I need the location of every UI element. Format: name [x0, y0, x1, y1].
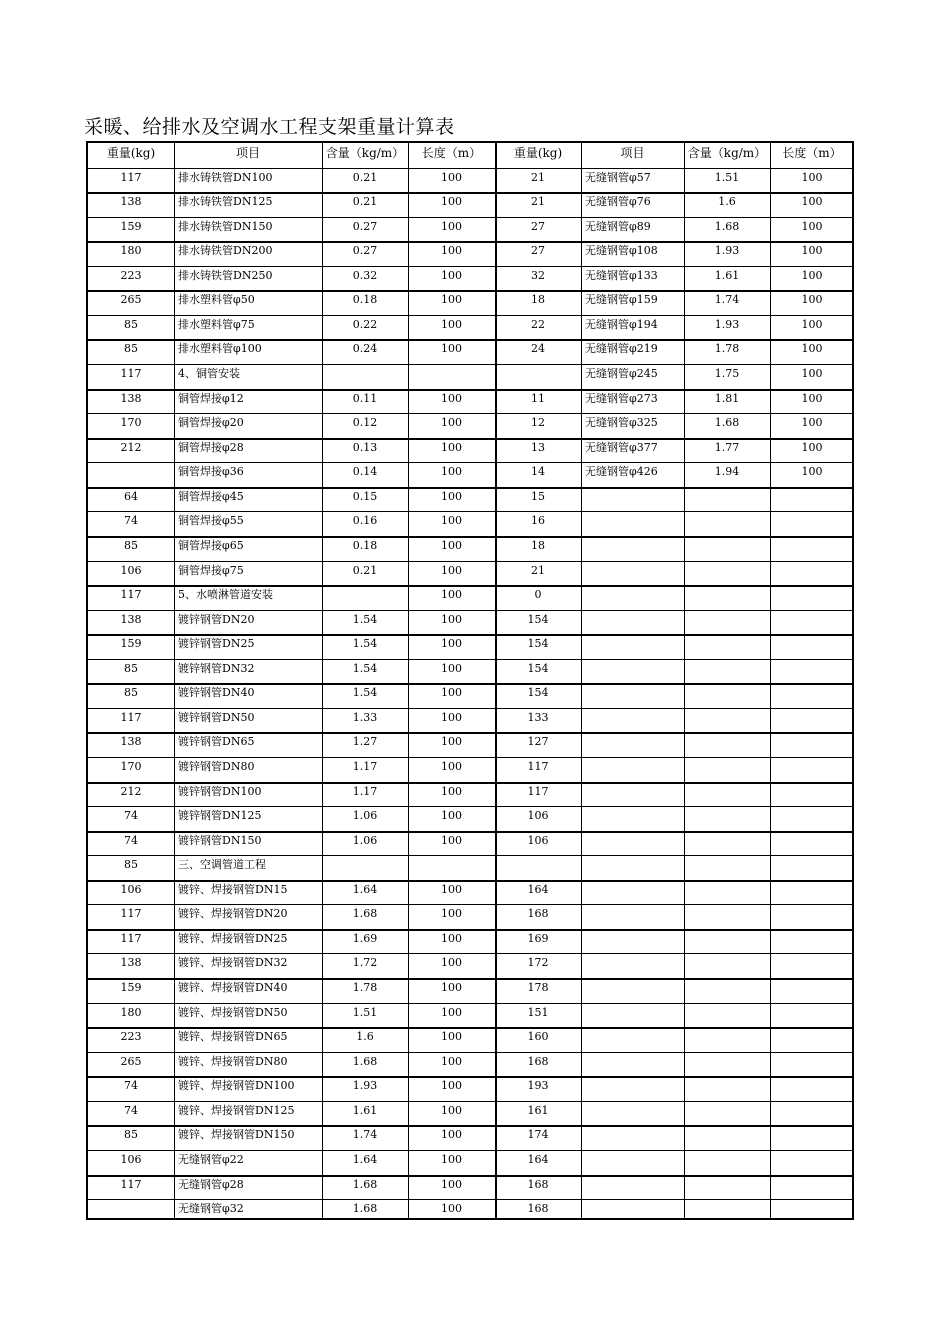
table-cell: 85 — [124, 538, 138, 552]
table-cell: 138 — [120, 735, 142, 749]
table-cell: 106 — [120, 1152, 142, 1166]
table-cell: 168 — [527, 1202, 549, 1216]
table-cell: 1.75 — [714, 367, 740, 381]
table-cell: 100 — [441, 710, 462, 724]
table-cell: 1.54 — [352, 637, 378, 651]
table-cell: 无缝钢管φ426 — [585, 465, 658, 479]
table-cell: 151 — [527, 1005, 549, 1019]
table-cell: 100 — [441, 931, 462, 945]
table-cell: 1.74 — [714, 293, 740, 307]
table-cell: 镀锌、焊接钢管DN150 — [178, 1128, 295, 1142]
page-title: 采暖、给排水及空调水工程支架重量计算表 — [84, 116, 455, 138]
table-cell: 无缝钢管φ194 — [585, 317, 658, 331]
table-cell: 168 — [527, 1177, 549, 1191]
table-cell: 0.21 — [352, 170, 378, 184]
column-header: 长度（m） — [782, 146, 842, 160]
table-cell: 138 — [120, 956, 142, 970]
table-cell: 100 — [441, 1005, 462, 1019]
table-cell: 铜管焊接φ12 — [178, 391, 244, 405]
table-cell: 159 — [120, 981, 142, 995]
table-cell: 100 — [801, 170, 823, 184]
table-cell: 11 — [531, 391, 545, 405]
table-cell: 5、水喷淋管道安装 — [178, 588, 273, 602]
table-cell: 100 — [441, 416, 462, 430]
table-cell: 164 — [527, 882, 549, 896]
table-cell: 1.51 — [352, 1005, 378, 1019]
table-cell: 117 — [120, 931, 142, 945]
table-cell: 无缝钢管φ28 — [178, 1177, 244, 1191]
table-cell: 镀锌、焊接钢管DN32 — [178, 956, 288, 970]
table-cell: 21 — [531, 563, 545, 577]
table-cell: 镀锌、焊接钢管DN40 — [178, 981, 288, 995]
table-cell: 0.14 — [352, 465, 378, 479]
table-cell: 159 — [120, 219, 142, 233]
table-cell: 32 — [531, 268, 545, 282]
table-cell: 无缝钢管φ76 — [585, 195, 651, 209]
table-cell: 180 — [120, 244, 142, 258]
table-cell: 镀锌、焊接钢管DN15 — [178, 882, 288, 896]
table-cell: 镀锌钢管DN50 — [178, 710, 255, 724]
table-cell: 74 — [124, 809, 138, 823]
table-cell: 镀锌钢管DN150 — [178, 833, 262, 847]
table-cell: 24 — [531, 342, 545, 356]
table-cell: 127 — [527, 735, 549, 749]
table-cell: 1.68 — [714, 219, 740, 233]
table-cell: 镀锌钢管DN80 — [178, 760, 255, 773]
table-cell: 154 — [527, 612, 549, 626]
table-cell: 100 — [441, 1054, 462, 1068]
table-cell: 1.6 — [718, 195, 736, 209]
table-cell: 138 — [120, 195, 142, 209]
table-cell: 100 — [801, 293, 823, 307]
table-cell: 铜管焊接φ45 — [178, 489, 244, 503]
table-cell: 1.54 — [352, 612, 378, 626]
table-cell: 100 — [441, 1030, 462, 1044]
table-cell: 镀锌、焊接钢管DN100 — [178, 1079, 295, 1093]
table-cell: 1.68 — [352, 907, 378, 921]
table-cell: 100 — [441, 219, 462, 233]
table-cell: 排水铸铁管DN100 — [178, 170, 273, 184]
table-cell: 无缝钢管φ159 — [585, 293, 658, 307]
table-cell: 0.18 — [352, 293, 378, 307]
table-cell: 100 — [441, 1079, 462, 1093]
table-cell: 154 — [527, 686, 549, 700]
table-cell: 1.61 — [714, 268, 740, 282]
table-cell: 1.06 — [352, 809, 378, 823]
column-header: 重量(kg) — [513, 146, 563, 160]
column-header: 重量(kg) — [106, 146, 156, 160]
table-cell: 172 — [527, 956, 549, 970]
table-cell: 铜管焊接φ36 — [178, 465, 244, 479]
table-cell: 18 — [531, 293, 545, 307]
table-cell: 无缝钢管φ57 — [585, 170, 651, 184]
table-cell: 85 — [124, 661, 138, 675]
table-cell: 0.16 — [352, 514, 378, 528]
table-cell: 117 — [120, 170, 142, 184]
table-cell: 100 — [801, 465, 823, 479]
table-cell: 100 — [441, 637, 462, 651]
table-cell: 100 — [441, 735, 462, 749]
table-cell: 1.78 — [714, 342, 740, 356]
table-cell: 117 — [120, 588, 142, 602]
table-cell: 铜管焊接φ65 — [178, 538, 244, 552]
table-cell: 168 — [527, 1054, 549, 1068]
table-cell: 1.51 — [714, 170, 740, 184]
table-cell: 100 — [801, 268, 823, 282]
table-cell: 100 — [441, 784, 462, 798]
table-cell: 铜管焊接φ20 — [178, 416, 244, 430]
table-cell: 100 — [441, 195, 462, 209]
table-cell: 0.22 — [352, 317, 378, 331]
table-cell: 100 — [441, 1177, 462, 1191]
table-cell: 100 — [801, 440, 823, 454]
table-cell: 117 — [527, 760, 549, 773]
table-cell: 154 — [527, 661, 549, 675]
table-cell: 100 — [441, 686, 462, 700]
table-cell: 三、空调管道工程 — [178, 858, 266, 872]
column-header: 项目 — [620, 146, 645, 160]
table-cell: 镀锌钢管DN32 — [178, 661, 255, 675]
table-cell: 159 — [120, 637, 142, 651]
table-cell: 160 — [527, 1030, 549, 1044]
table-cell: 14 — [531, 465, 545, 479]
table-cell: 100 — [801, 391, 823, 405]
table-cell: 1.77 — [714, 440, 740, 454]
table-cell: 85 — [124, 1128, 138, 1142]
table-cell: 排水塑料管φ50 — [178, 293, 255, 307]
table-cell: 无缝钢管φ89 — [585, 219, 651, 233]
table-cell: 18 — [531, 538, 545, 552]
table-cell: 117 — [527, 784, 549, 798]
table-cell: 1.64 — [352, 1152, 378, 1166]
table-cell: 161 — [527, 1103, 549, 1117]
column-header: 项目 — [235, 146, 260, 160]
table-cell: 镀锌、焊接钢管DN50 — [178, 1005, 288, 1019]
table-cell: 85 — [124, 342, 138, 356]
table-cell: 178 — [527, 981, 549, 995]
table-cell: 100 — [441, 882, 462, 896]
table-cell: 0.18 — [352, 538, 378, 552]
table-cell: 100 — [441, 612, 462, 626]
table-cell: 100 — [441, 293, 462, 307]
table-cell: 1.54 — [352, 661, 378, 675]
table-cell: 1.68 — [352, 1202, 378, 1216]
table-cell: 100 — [441, 538, 462, 552]
table-cell: 74 — [124, 833, 138, 847]
table-cell: 100 — [441, 170, 462, 184]
table-cell: 117 — [120, 367, 142, 381]
table-cell: 1.68 — [352, 1054, 378, 1068]
table-cell: 13 — [531, 440, 545, 454]
table-cell: 170 — [120, 416, 142, 430]
table-cell: 0.27 — [352, 219, 378, 233]
table-cell: 168 — [527, 907, 549, 921]
table-cell: 85 — [124, 686, 138, 700]
table-cell: 0.24 — [352, 342, 378, 356]
table-cell: 1.72 — [352, 956, 378, 970]
table-cell: 12 — [531, 416, 545, 430]
table-cell: 镀锌钢管DN125 — [178, 809, 262, 823]
table-cell: 镀锌、焊接钢管DN80 — [178, 1054, 288, 1068]
table-cell: 无缝钢管φ22 — [178, 1152, 244, 1166]
table-cell: 174 — [527, 1128, 549, 1142]
table-cell: 100 — [801, 195, 823, 209]
table-cell: 100 — [801, 342, 823, 356]
table-cell: 100 — [441, 981, 462, 995]
table-cell: 100 — [801, 367, 823, 381]
table-cell: 170 — [120, 760, 142, 773]
table-cell: 无缝钢管φ377 — [585, 440, 658, 454]
table-cell: 1.64 — [352, 882, 378, 896]
table-cell: 1.6 — [356, 1030, 374, 1044]
table-cell: 169 — [527, 931, 549, 945]
column-header: 长度（m） — [421, 146, 482, 160]
table-cell: 排水铸铁管DN250 — [178, 268, 273, 282]
table-cell: 铜管焊接φ28 — [178, 440, 244, 454]
table-cell: 镀锌钢管DN100 — [178, 784, 262, 798]
table-cell: 265 — [120, 1054, 142, 1068]
table-cell: 0.13 — [352, 440, 378, 454]
table-cell: 212 — [120, 784, 142, 798]
table-cell: 100 — [441, 1202, 462, 1216]
table-cell: 100 — [441, 956, 462, 970]
table-cell: 74 — [124, 514, 138, 528]
table-cell: 100 — [441, 588, 462, 602]
weight-calculation-table — [86, 141, 854, 1220]
table-cell: 154 — [527, 637, 549, 651]
table-cell: 22 — [531, 317, 545, 331]
table-cell: 1.54 — [352, 686, 378, 700]
table-cell: 排水铸铁管DN125 — [178, 195, 273, 209]
table-cell: 1.06 — [352, 833, 378, 847]
table-cell: 1.74 — [352, 1128, 378, 1142]
table-cell: 0.11 — [352, 391, 378, 405]
column-header: 含量（kg/m） — [325, 146, 405, 160]
table-cell: 193 — [527, 1079, 549, 1093]
table-cell: 117 — [120, 907, 142, 921]
table-cell: 100 — [441, 342, 462, 356]
table-cell: 223 — [120, 1030, 142, 1044]
table-cell: 100 — [441, 440, 462, 454]
table-cell: 0.27 — [352, 244, 378, 258]
table-cell: 1.17 — [352, 760, 378, 773]
table-cell: 镀锌、焊接钢管DN20 — [178, 907, 288, 921]
table-cell: 1.27 — [352, 735, 378, 749]
table-cell: 117 — [120, 710, 142, 724]
table-cell: 164 — [527, 1152, 549, 1166]
table-cell: 16 — [531, 514, 545, 528]
table-cell: 镀锌、焊接钢管DN125 — [178, 1103, 295, 1117]
table-cell: 223 — [120, 268, 142, 282]
table-cell: 铜管焊接φ55 — [178, 514, 244, 528]
table-cell: 1.68 — [352, 1177, 378, 1191]
table-cell: 180 — [120, 1005, 142, 1019]
table-cell: 74 — [124, 1079, 138, 1093]
table-cell: 100 — [441, 1152, 462, 1166]
table-cell: 138 — [120, 612, 142, 626]
table-cell: 100 — [441, 661, 462, 675]
table-cell: 0.21 — [352, 195, 378, 209]
table-cell: 27 — [531, 244, 545, 258]
table-cell: 100 — [441, 563, 462, 577]
table-cell: 100 — [441, 1103, 462, 1117]
table-cell: 1.81 — [714, 391, 740, 405]
table-cell: 106 — [527, 833, 549, 847]
table-cell: 21 — [531, 170, 545, 184]
table-cell: 100 — [441, 268, 462, 282]
table-cell: 100 — [441, 809, 462, 823]
table-cell: 212 — [120, 440, 142, 454]
table-cell: 27 — [531, 219, 545, 233]
table-cell: 无缝钢管φ219 — [585, 342, 658, 356]
table-cell: 排水塑料管φ75 — [178, 317, 255, 331]
table-cell: 100 — [801, 244, 823, 258]
table-cell: 138 — [120, 391, 142, 405]
column-header: 含量（kg/m） — [687, 146, 767, 160]
table-cell: 1.94 — [714, 465, 740, 479]
table-cell: 铜管焊接φ75 — [178, 563, 244, 577]
table-cell: 1.17 — [352, 784, 378, 798]
table-cell: 133 — [527, 710, 549, 724]
table-cell: 100 — [441, 760, 462, 773]
table-cell: 排水铸铁管DN200 — [178, 244, 273, 258]
table-cell: 85 — [124, 317, 138, 331]
table-cell: 无缝钢管φ245 — [585, 367, 658, 381]
table-cell: 无缝钢管φ32 — [178, 1202, 244, 1216]
table-cell: 85 — [124, 858, 138, 872]
table-cell: 106 — [120, 563, 142, 577]
table-cell: 0.21 — [352, 563, 378, 577]
table-cell: 1.61 — [352, 1103, 378, 1117]
table-cell: 1.78 — [352, 981, 378, 995]
table-cell: 0.32 — [352, 268, 378, 282]
table-cell: 1.69 — [352, 931, 378, 945]
table-cell: 0.15 — [352, 489, 378, 503]
table-cell: 64 — [124, 489, 138, 503]
table-cell: 265 — [120, 293, 142, 307]
table-cell: 100 — [441, 1128, 462, 1142]
table-cell: 100 — [801, 416, 823, 430]
table-cell: 100 — [441, 391, 462, 405]
table-cell: 100 — [441, 833, 462, 847]
table-cell: 0 — [534, 588, 542, 602]
table-cell: 无缝钢管φ108 — [585, 244, 658, 258]
table-cell: 100 — [801, 317, 823, 331]
table-cell: 无缝钢管φ325 — [585, 416, 658, 430]
table-cell: 15 — [531, 489, 545, 503]
table-cell: 106 — [527, 809, 549, 823]
table-cell: 21 — [531, 195, 545, 209]
table-cell: 100 — [801, 219, 823, 233]
table-cell: 1.68 — [714, 416, 740, 430]
table-cell: 镀锌钢管DN20 — [178, 612, 255, 626]
table-cell: 1.93 — [352, 1079, 378, 1093]
table-cell: 排水塑料管φ100 — [178, 342, 262, 356]
table-cell: 1.93 — [714, 244, 740, 258]
table-cell: 100 — [441, 907, 462, 921]
table-cell: 无缝钢管φ273 — [585, 391, 658, 405]
table-cell: 排水铸铁管DN150 — [178, 219, 273, 233]
table-cell: 1.33 — [352, 710, 378, 724]
table-cell: 117 — [120, 1177, 142, 1191]
table-cell: 无缝钢管φ133 — [585, 268, 658, 282]
table-cell: 镀锌、焊接钢管DN25 — [178, 931, 288, 945]
table-cell: 1.93 — [714, 317, 740, 331]
table-cell: 镀锌钢管DN25 — [178, 637, 255, 651]
table-cell: 4、铜管安装 — [178, 367, 240, 381]
table-cell: 100 — [441, 489, 462, 503]
table-cell: 100 — [441, 465, 462, 479]
table-cell: 74 — [124, 1103, 138, 1117]
table-cell: 镀锌钢管DN40 — [178, 686, 255, 700]
table-cell: 106 — [120, 882, 142, 896]
table-cell: 镀锌钢管DN65 — [178, 735, 255, 749]
table-cell: 100 — [441, 514, 462, 528]
table-cell: 100 — [441, 244, 462, 258]
table-cell: 0.12 — [352, 416, 378, 430]
table-cell: 镀锌、焊接钢管DN65 — [178, 1030, 288, 1044]
table-cell: 100 — [441, 317, 462, 331]
